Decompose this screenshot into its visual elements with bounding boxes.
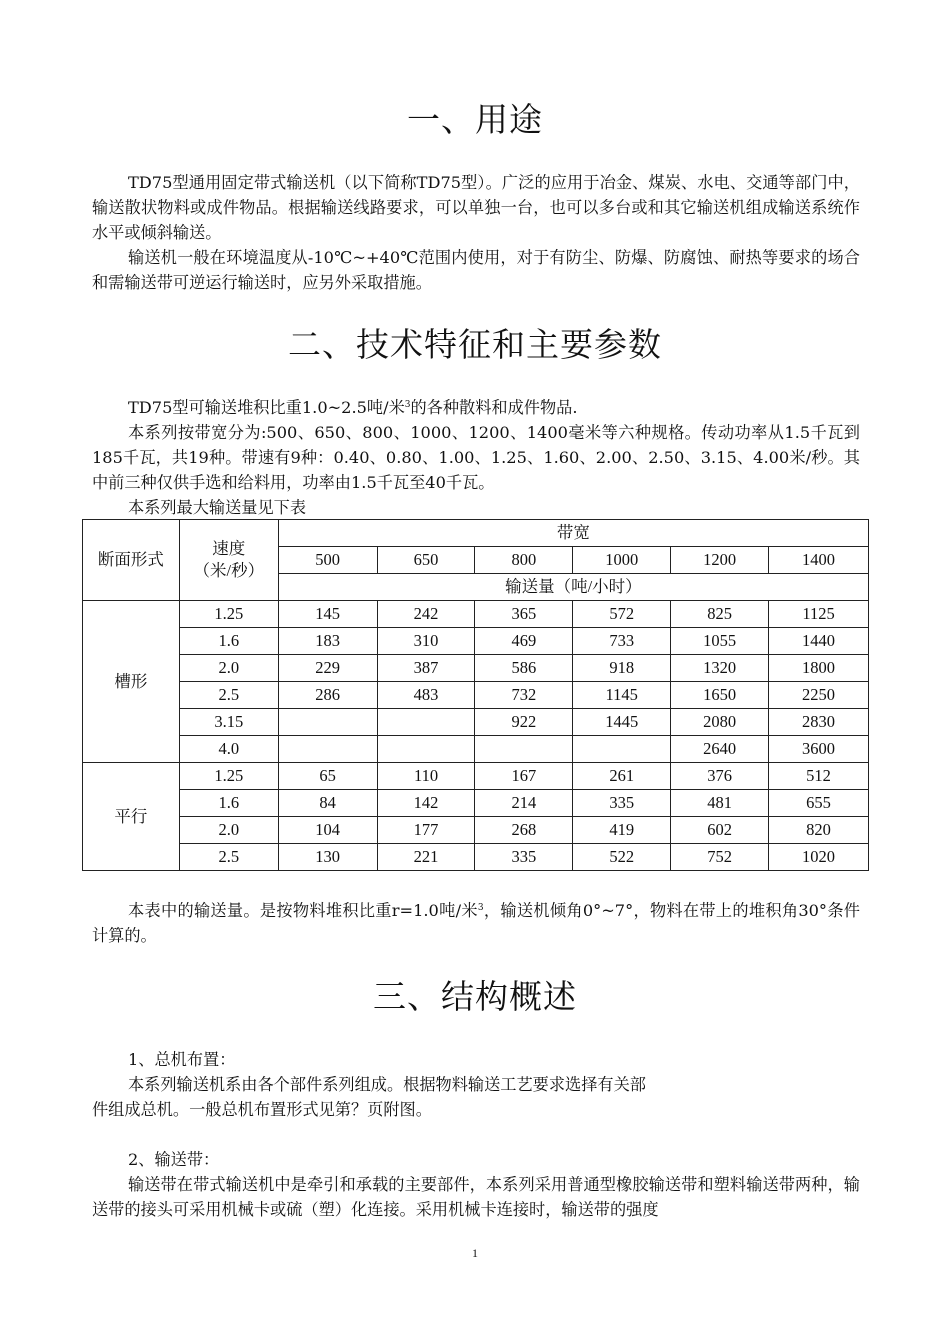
capacity-cell: 419 <box>573 817 671 844</box>
section-type-cell: 平行 <box>83 763 180 871</box>
capacity-cell: 1145 <box>573 682 671 709</box>
table-row <box>83 790 869 817</box>
subsection-2-paragraph: 输送带在带式输送机中是牵引和承载的主要部件，本系列采用普通型橡胶输送带和塑料输送带两种，输送带的接头可采用机械卡或硫（塑）化连接。采用机械卡连接时，输送带的强度 <box>92 1175 860 1219</box>
table-row <box>83 763 869 790</box>
table-row <box>83 709 869 736</box>
speed-cell: 1.25 <box>179 601 278 628</box>
capacity-cell <box>573 736 671 763</box>
speed-cell: 3.15 <box>179 709 278 736</box>
capacity-cell: 825 <box>671 601 769 628</box>
capacity-cell: 1320 <box>671 655 769 682</box>
table-caption: 本系列最大输送量见下表 <box>128 498 307 517</box>
capacity-cell: 286 <box>278 682 377 709</box>
subsection-1-heading: 1、总机布置： <box>128 1050 236 1069</box>
capacity-cell: 2640 <box>671 736 769 763</box>
table-row <box>83 736 869 763</box>
header-section-type: 断面形式 <box>83 520 180 601</box>
capacity-cell: 655 <box>769 790 869 817</box>
capacity-cell: 104 <box>278 817 377 844</box>
table-note: 本表中的输送量。是按物料堆积比重r=1.0吨/米$^3$，输送机倾角0°~7°，物料在带上的堆积角30°条件计算的。 <box>92 901 860 945</box>
speed-cell: 2.5 <box>179 682 278 709</box>
capacity-cell: 214 <box>475 790 573 817</box>
speed-cell: 1.25 <box>179 763 278 790</box>
speed-cell: 2.5 <box>179 844 278 871</box>
capacity-cell: 1650 <box>671 682 769 709</box>
table-row <box>83 655 869 682</box>
page-number: 1 <box>472 1246 478 1260</box>
capacity-cell: 3600 <box>769 736 869 763</box>
capacity-cell: 310 <box>377 628 475 655</box>
section-1-title: 一、用途 <box>407 100 543 139</box>
capacity-cell: 221 <box>377 844 475 871</box>
capacity-cell: 732 <box>475 682 573 709</box>
capacity-cell <box>377 709 475 736</box>
capacity-cell: 387 <box>377 655 475 682</box>
capacity-cell: 130 <box>278 844 377 871</box>
speed-cell: 4.0 <box>179 736 278 763</box>
speed-cell: 1.6 <box>179 628 278 655</box>
subsection-1-line-2: 件组成总机。一般总机布置形式见第？页附图。 <box>92 1100 432 1119</box>
width-cell: 1200 <box>671 547 769 574</box>
speed-cell: 2.0 <box>179 817 278 844</box>
capacity-cell: 586 <box>475 655 573 682</box>
capacity-cell: 1800 <box>769 655 869 682</box>
capacity-cell <box>475 736 573 763</box>
capacity-cell: 481 <box>671 790 769 817</box>
capacity-cell: 65 <box>278 763 377 790</box>
capacity-cell: 1055 <box>671 628 769 655</box>
capacity-cell: 1020 <box>769 844 869 871</box>
capacity-cell: 522 <box>573 844 671 871</box>
capacity-cell: 335 <box>475 844 573 871</box>
subsection-1-line-1: 本系列输送机系由各个部件系列组成。根据物料输送工艺要求选择有关部 <box>128 1075 646 1094</box>
capacity-cell: 261 <box>573 763 671 790</box>
section-2-paragraph-2: 本系列按带宽分为:500、650、800、1000、1200、1400毫米等六种规格。传动功率从1.5千瓦到185千瓦，共19种。带速有9种：0.40、0.80、1.00、1.25、1.60、2.00、2.50、3.15、4.00米/秒。其中前三种仅供手选和给料用，功率由1.5千瓦至40千瓦。 <box>92 423 860 492</box>
capacity-cell: 242 <box>377 601 475 628</box>
capacity-cell: 167 <box>475 763 573 790</box>
capacity-cell: 469 <box>475 628 573 655</box>
width-cell: 1400 <box>769 547 869 574</box>
capacity-table <box>82 519 869 871</box>
capacity-cell <box>278 736 377 763</box>
speed-cell: 1.6 <box>179 790 278 817</box>
capacity-cell: 752 <box>671 844 769 871</box>
table-row <box>83 817 869 844</box>
capacity-cell: 922 <box>475 709 573 736</box>
capacity-cell: 142 <box>377 790 475 817</box>
capacity-cell: 1445 <box>573 709 671 736</box>
capacity-cell: 820 <box>769 817 869 844</box>
table-row <box>83 601 869 628</box>
table-header-row-1 <box>83 520 869 547</box>
section-2-paragraph-1: TD75型可输送堆积比重1.0~2.5吨/米$^3$的各种散料和成件物品. <box>128 398 578 417</box>
capacity-cell: 1440 <box>769 628 869 655</box>
capacity-cell: 2080 <box>671 709 769 736</box>
capacity-cell: 268 <box>475 817 573 844</box>
table-row <box>83 628 869 655</box>
capacity-cell: 177 <box>377 817 475 844</box>
section-3-title: 三、结构概述 <box>373 977 577 1016</box>
capacity-cell: 376 <box>671 763 769 790</box>
width-cell: 800 <box>475 547 573 574</box>
capacity-cell: 335 <box>573 790 671 817</box>
capacity-cell: 733 <box>573 628 671 655</box>
capacity-cell: 183 <box>278 628 377 655</box>
table-row <box>83 844 869 871</box>
width-cell: 650 <box>377 547 475 574</box>
table-row <box>83 682 869 709</box>
width-cell: 1000 <box>573 547 671 574</box>
speed-cell: 2.0 <box>179 655 278 682</box>
section-type-cell: 槽形 <box>83 601 180 763</box>
capacity-cell: 84 <box>278 790 377 817</box>
width-cell: 500 <box>278 547 377 574</box>
section-1-paragraph-1: TD75型通用固定带式输送机（以下简称TD75型）。广泛的应用于冶金、煤炭、水电、交通等部门中，输送散状物料或成件物品。根据输送线路要求，可以单独一台，也可以多台或和其它输送机组成输送系统作水平或倾斜输送。 <box>92 173 860 242</box>
capacity-cell <box>278 709 377 736</box>
header-speed: 速度 （米/秒） <box>179 520 278 601</box>
capacity-cell: 572 <box>573 601 671 628</box>
capacity-cell: 365 <box>475 601 573 628</box>
capacity-cell: 2830 <box>769 709 869 736</box>
capacity-cell: 145 <box>278 601 377 628</box>
capacity-cell: 602 <box>671 817 769 844</box>
capacity-cell: 918 <box>573 655 671 682</box>
subsection-2-heading: 2、输送带： <box>128 1150 220 1169</box>
capacity-cell <box>377 736 475 763</box>
header-capacity: 输送量（吨/小时） <box>278 574 868 601</box>
capacity-cell: 110 <box>377 763 475 790</box>
header-belt-width: 带宽 <box>278 520 868 547</box>
capacity-cell: 229 <box>278 655 377 682</box>
capacity-cell: 2250 <box>769 682 869 709</box>
section-1-paragraph-2: 输送机一般在环境温度从-10℃~+40℃范围内使用，对于有防尘、防爆、防腐蚀、耐热等要求的场合和需输送带可逆运行输送时，应另外采取措施。 <box>92 248 860 292</box>
section-2-title: 二、技术特征和主要参数 <box>288 325 662 364</box>
capacity-cell: 1125 <box>769 601 869 628</box>
capacity-cell: 483 <box>377 682 475 709</box>
capacity-cell: 512 <box>769 763 869 790</box>
